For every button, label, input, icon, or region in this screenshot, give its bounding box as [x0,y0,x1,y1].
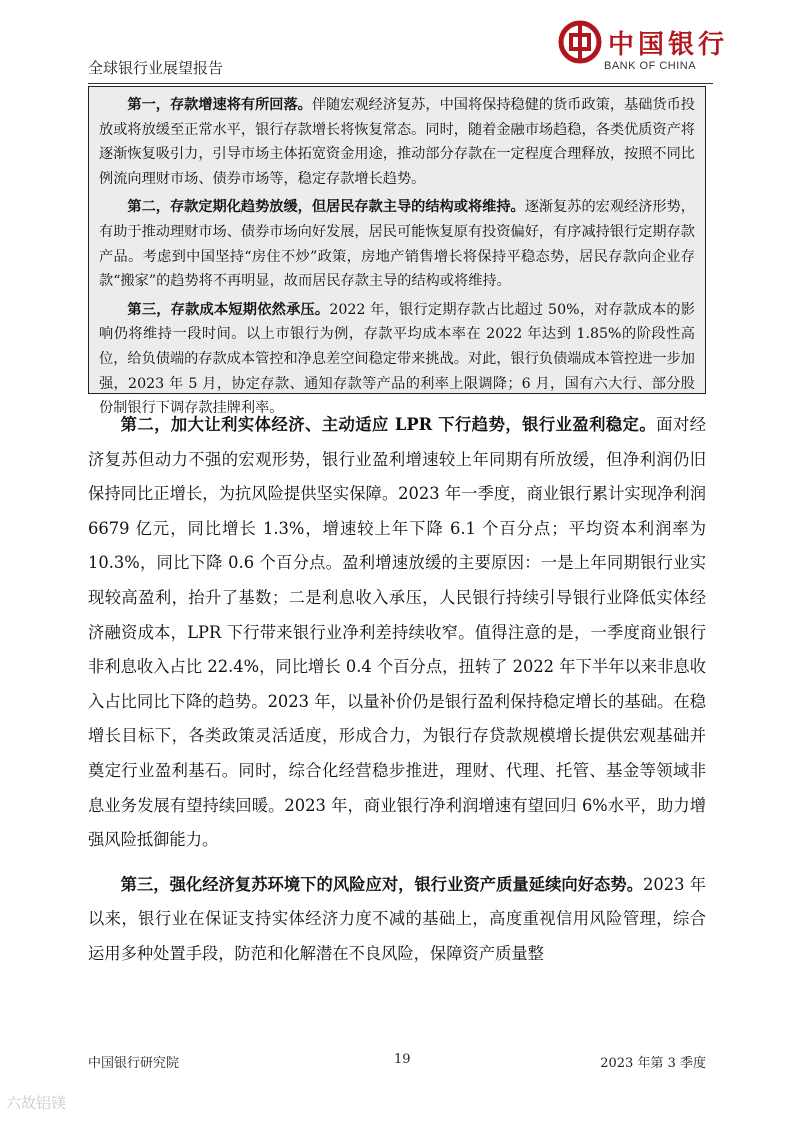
logo-chinese-text: 中国银行 [608,30,729,60]
watermark: 六故铝镁 [6,1095,67,1112]
report-title: 全球银行业展望报告 [88,59,224,77]
box-paragraph-2-body: 逐渐复苏的宏观经济形势，有助于推动理财市场、债券市场向好发展，居民可能恢复原有投资偏好，有序减持银行定期存款产品。考虑到中国坚持“房住不炒”政策，房地产销售增长将保持平稳态势，居民存款向企业存款“搬家”的趋势将不再明显，故而居民存款主导的结构或将维持。 [99,199,695,290]
deposit-outlook-box [88,86,706,417]
section-3-paragraph [88,868,706,972]
section-2-heading: 第二，加大让利实体经济、主动适应 LPR 下行趋势，银行业盈利稳定。 [120,415,657,434]
page-number: 19 [394,1052,411,1067]
section-3-text: 2023 年以来，银行业在保证支持实体经济力度不减的基础上，高度重视信用风险管理，综合运用多种处置手段，防范和化解潜在不良风险，保障资产质量整 [88,874,706,963]
page-header [88,10,729,82]
bank-of-china-logo [558,10,729,82]
boc-emblem-icon [558,20,602,64]
box-paragraph-1-lead: 第一，存款增速将有所回落。 [127,97,312,113]
box-paragraph-3-body: 2022 年，银行定期存款占比超过 50%，对存款成本的影响仍将维持一段时间。以上市银行为例，存款平均成本率在 2022 年达到 1.85%的阶段性高位，给负债端的存款成本管控和净息差空间稳定带来挑战。对此，银行负债端成本管控进一步加强，2023 年 5 月，协定存款、通知存款等产品的利率上限调降；6 月，国有六大行、部分股份制银行下调存款挂牌利率。 [99,301,695,417]
main-body [88,408,706,982]
section-3-heading: 第三，强化经济复苏环境下的风险应对，银行业资产质量延续向好态势。 [120,874,644,894]
box-paragraph-2-lead: 第二，存款定期化趋势放缓，但居民存款主导的结构或将维持。 [127,199,525,216]
section-2-text: 面对经济复苏但动力不强的宏观形势，银行业盈利增速较上年同期有所放缓，但净利润仍旧保持同比正增长，为抗风险提供坚实保障。2023 年一季度，商业银行累计实现净利润 6679 亿元，同比增长 1.3%，增速较上年下降 6.1 个百分点；平均资本利润率为 10.3%，同比下降 0.6 个百分点。盈利增速放缓的主要原因：一是上年同期银行业实现较高盈利，抬升了基数；二是利息收入承压，人民银行持续引导银行业降低实体经济融资成本，LPR 下行带来银行业净利差持续收窄。值得注意的是，一季度商业银行非利息收入占比 22.4%，同比增长 0.4 个百分点，扭转了 2022 年下半年以来非息收入占比同比下降的趋势。2023 年，以量补价仍是银行盈利保持稳定增长的基础。在稳增长目标下，各类政策灵活适度，形成合力，为银行存贷款规模增长提供宏观基础并奠定行业盈利基石。同时，综合化经营稳步推进，理财、代理、托管、基金等领域非息业务发展有望持续回暖。2023 年，商业银行净利润增速有望回归 6%水平，助力增强风险抵御能力。 [88,415,706,850]
box-paragraph-2 [99,195,695,293]
footer-quarter: 2023 年第 3 季度 [600,1056,706,1071]
section-2-paragraph [88,408,706,858]
header-divider [88,83,713,84]
page-footer [88,1052,706,1072]
box-paragraph-3 [99,298,695,421]
box-paragraph-1-body: 伴随宏观经济复苏，中国将保持稳健的货币政策，基础货币投放或将放缓至正常水平，银行存款增长将恢复常态。同时，随着金融市场趋稳，各类优质资产将逐渐恢复吸引力，引导市场主体拓宽资金用途，推动部分存款在一定程度合理释放，按照不同比例流向理财市场、债券市场等，稳定存款增长趋势。 [99,97,695,187]
box-paragraph-3-lead: 第三，存款成本短期依然承压。 [127,301,330,318]
box-paragraph-1 [99,93,695,191]
logo-english-text: BANK OF CHINA [604,60,697,72]
footer-institute: 中国银行研究院 [88,1056,180,1071]
